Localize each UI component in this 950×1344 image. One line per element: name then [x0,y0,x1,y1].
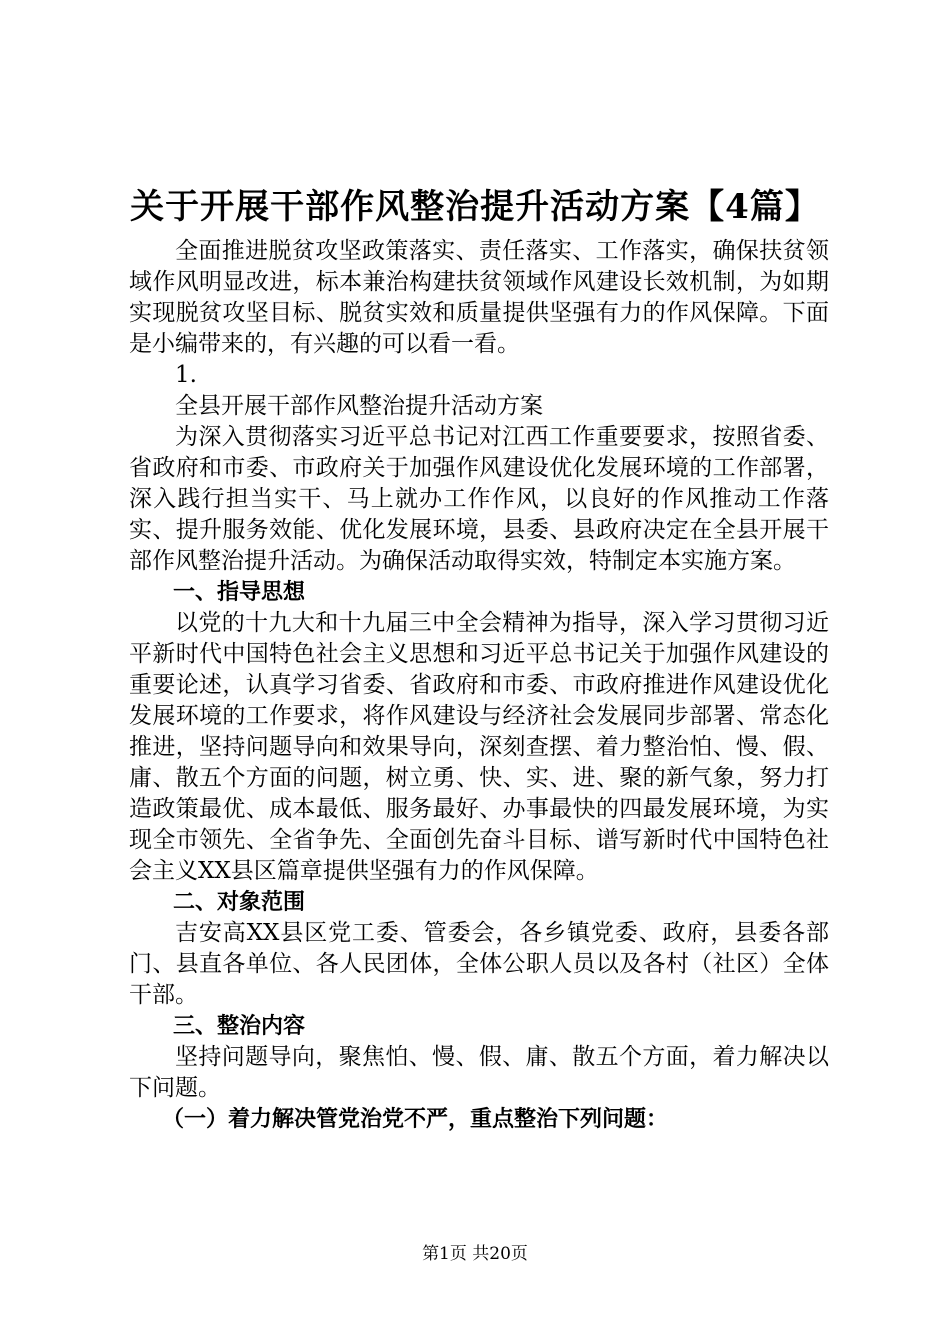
body-paragraph: 以党的十九大和十九届三中全会精神为指导，深入学习贯彻习近平新时代中国特色社会主义思想和习近平总书记关于加强作风建设的重要论述，认真学习省委、省政府和市委、市政府推进作风建设优化发展环境的工作要求，将作风建设与经济社会发展同步部署、常态化推进，坚持问题导向和效果导向，深刻查摆、着力整治怕、慢、假、庸、散五个方面的问题，树立勇、快、实、进、聚的新气象，努力打造政策最优、成本最低、服务最好、办事最快的四最发展环境，为实现全市领先、全省争先、全面创先奋斗目标、谱写新时代中国特色社会主义XX县区篇章提供坚强有力的作风保障。 [129,610,829,884]
heading-guiding-ideology: 一、指导思想 [173,580,306,605]
subheading-party-governance: （一）着力解决管党治党不严，重点整治下列问题： [162,1107,669,1132]
document-title: 关于开展干部作风整治提升活动方案【4篇】 [130,187,820,227]
section-number: 1. [175,362,197,388]
page-footer: 第1页 共20页 [422,1244,528,1264]
body-paragraph: 吉安高XX县区党工委、管委会，各乡镇党委、政府，县委各部门、县直各单位、各人民团体，全体公职人员以及各村（社区）全体干部。 [129,920,829,1008]
intro-paragraph: 全面推进脱贫攻坚政策落实、责任落实、工作落实，确保扶贫领域作风明显改进，标本兼治构建扶贫领域作风建设长效机制，为如期实现脱贫攻坚目标、脱贫实效和质量提供坚强有力的作风保障。下面是小编带来的，有兴趣的可以看一看。 [129,238,829,357]
heading-scope: 二、对象范围 [173,890,306,915]
body-paragraph: 为深入贯彻落实习近平总书记对江西工作重要要求，按照省委、省政府和市委、市政府关于加强作风建设优化发展环境的工作部署，深入践行担当实干、马上就办工作作风，以良好的作风推动工作落实、提升服务效能、优化发展环境，县委、县政府决定在全县开展干部作风整治提升活动。为确保活动取得实效，特制定本实施方案。 [129,424,829,574]
body-paragraph: 坚持问题导向，聚焦怕、慢、假、庸、散五个方面，着力解决以下问题。 [129,1044,829,1101]
document-body [129,236,829,1135]
section-title: 全县开展干部作风整治提升活动方案 [175,393,543,419]
heading-content: 三、整治内容 [173,1014,306,1039]
